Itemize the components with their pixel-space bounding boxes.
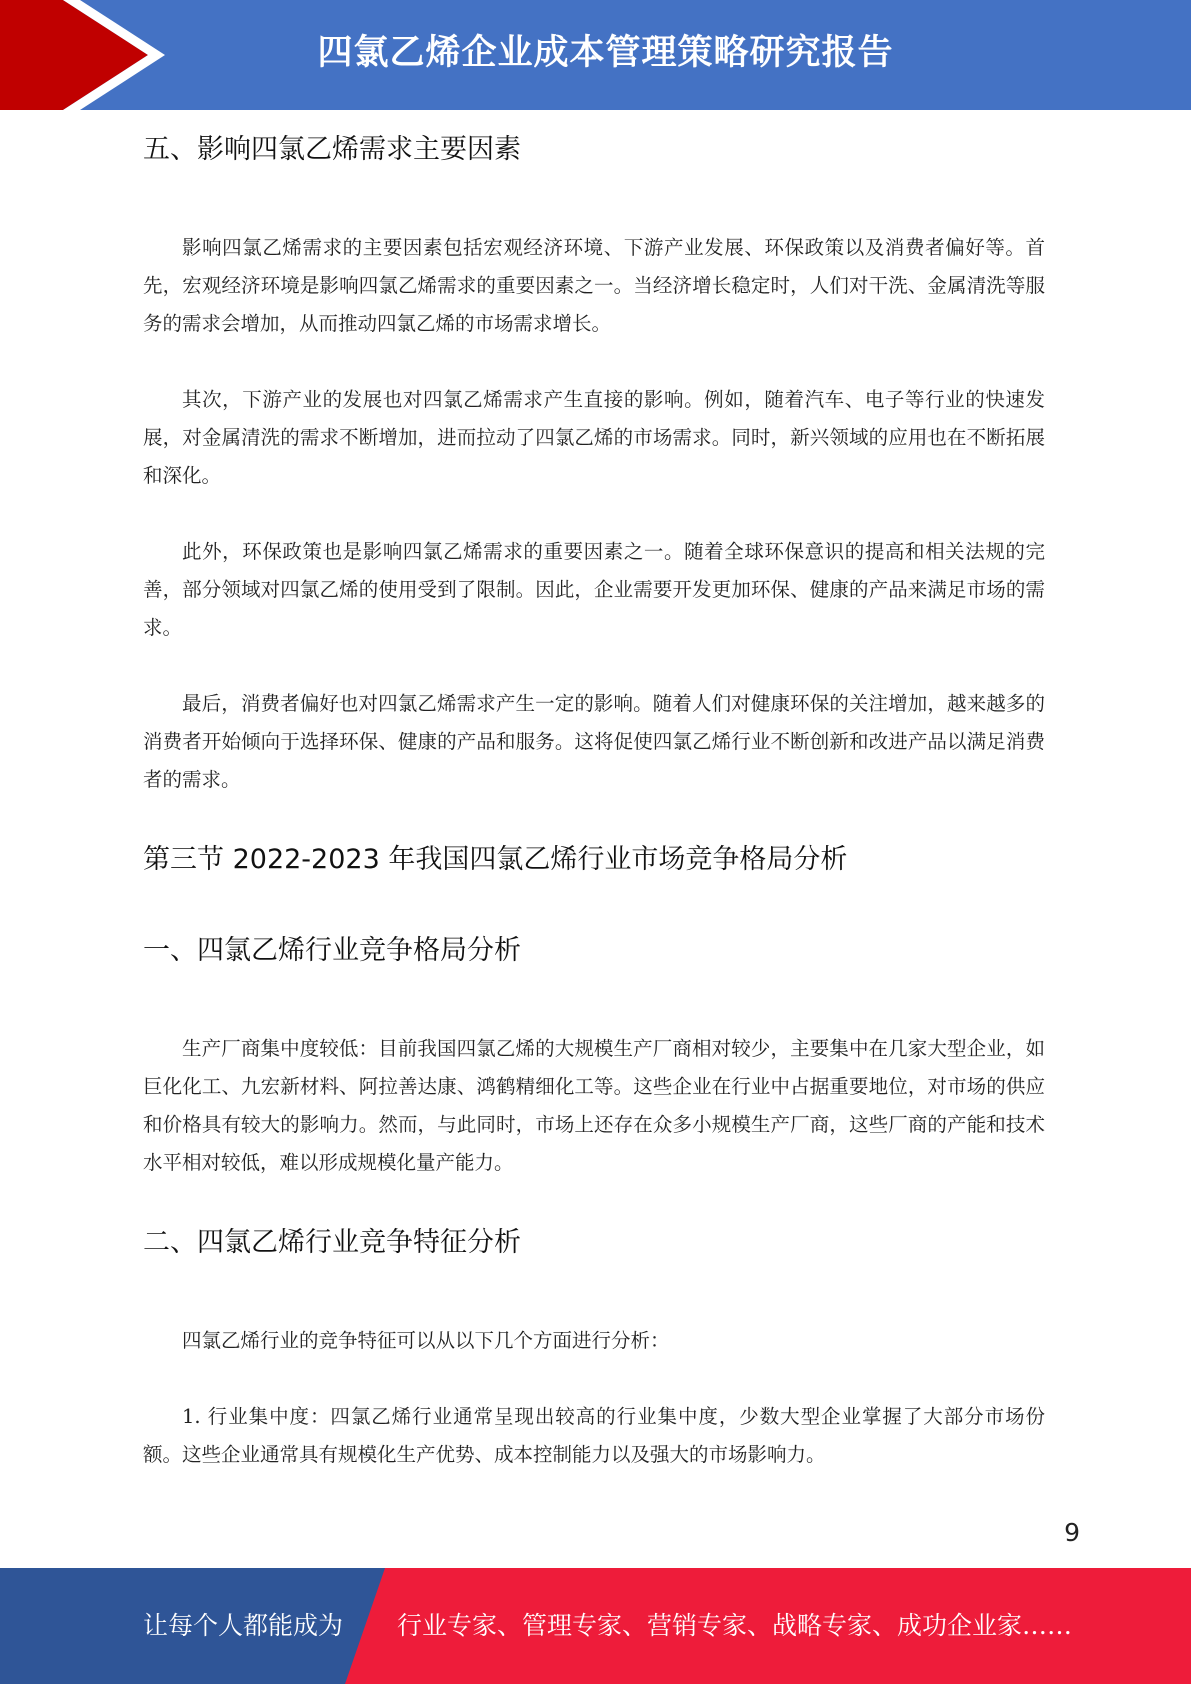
section-heading-competition-landscape: 一、四氯乙烯行业竞争格局分析 (143, 935, 521, 966)
paragraph: 生产厂商集中度较低：目前我国四氯乙烯的大规模生产厂商相对较少，主要集中在几家大型企业，如巨化化工、九宏新材料、阿拉善达康、鸿鹤精细化工等。这些企业在行业中占据重要地位，对市场的供应和价格具有较大的影响力。然而，与此同时，市场上还存在众多小规模生产厂商，这些厂商的产能和技术水平相对较低，难以形成规模化量产能力。 (143, 1037, 1045, 1174)
section-heading-competition-features: 二、四氯乙烯行业竞争特征分析 (143, 1227, 521, 1258)
paragraph: 最后，消费者偏好也对四氯乙烯需求产生一定的影响。随着人们对健康环保的关注增加，越来越多的消费者开始倾向于选择环保、健康的产品和服务。这将促使四氯乙烯行业不断创新和改进产品以满足消费者的需求。 (143, 692, 1045, 791)
paragraph: 四氯乙烯行业的竞争特征可以从以下几个方面进行分析： (182, 1329, 670, 1352)
page-number: 9 (1064, 1518, 1080, 1547)
page-content (143, 112, 1045, 1474)
footer-slogan-right: 行业专家、管理专家、营销专家、战略专家、成功企业家…… (397, 1611, 1073, 1640)
page-footer (0, 1568, 1191, 1684)
page-header (0, 0, 1191, 110)
paragraph: 其次，下游产业的发展也对四氯乙烯需求产生直接的影响。例如，随着汽车、电子等行业的快速发展，对金属清洗的需求不断增加，进而拉动了四氯乙烯的市场需求。同时，新兴领域的应用也在不断拓展和深化。 (143, 388, 1045, 487)
footer-slogan-left: 让每个人都能成为 (143, 1611, 344, 1640)
section-heading-demand-factors: 五、影响四氯乙烯需求主要因素 (143, 134, 521, 165)
chapter-heading: 第三节 2022-2023 年我国四氯乙烯行业市场竞争格局分析 (143, 844, 848, 875)
paragraph: 影响四氯乙烯需求的主要因素包括宏观经济环境、下游产业发展、环保政策以及消费者偏好等。首先，宏观经济环境是影响四氯乙烯需求的重要因素之一。当经济增长稳定时，人们对干洗、金属清洗等服务的需求会增加，从而推动四氯乙烯的市场需求增长。 (143, 236, 1045, 335)
paragraph: 1. 行业集中度：四氯乙烯行业通常呈现出较高的行业集中度，少数大型企业掌握了大部分市场份额。这些企业通常具有规模化生产优势、成本控制能力以及强大的市场影响力。 (143, 1405, 1045, 1466)
paragraph: 此外，环保政策也是影响四氯乙烯需求的重要因素之一。随着全球环保意识的提高和相关法规的完善，部分领域对四氯乙烯的使用受到了限制。因此，企业需要开发更加环保、健康的产品来满足市场的需求。 (143, 540, 1045, 639)
report-title: 四氯乙烯企业成本管理策略研究报告 (317, 33, 894, 73)
